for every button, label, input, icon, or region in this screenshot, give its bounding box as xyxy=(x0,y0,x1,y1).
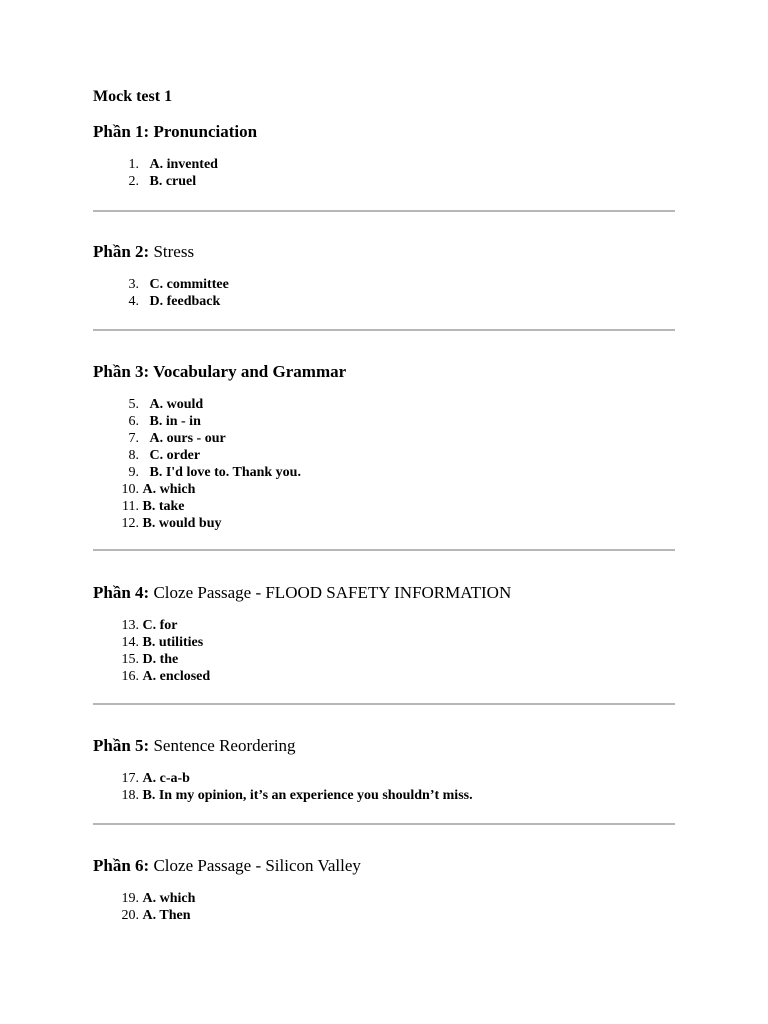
section-heading: Cloze Passage - Silicon Valley xyxy=(149,856,361,875)
section-number: Phần 3: xyxy=(93,362,150,381)
section-heading: Vocabulary and Grammar xyxy=(149,362,347,381)
section-cloze-silicon-valley xyxy=(93,856,675,924)
answer-number: 15. xyxy=(121,652,139,667)
answer-number: 19. xyxy=(121,891,139,906)
section-title xyxy=(93,736,675,756)
section-heading: Sentence Reordering xyxy=(149,736,296,755)
answer-number: 10. xyxy=(121,482,139,497)
answer-item xyxy=(93,413,675,430)
section-divider xyxy=(93,329,675,331)
section-stress xyxy=(93,242,675,310)
section-heading: Stress xyxy=(149,242,195,261)
answer-item xyxy=(93,890,675,907)
answer-number: 5. xyxy=(128,397,139,412)
answer-text: B. in - in xyxy=(149,414,201,429)
section-divider xyxy=(93,549,675,551)
answer-text: C. for xyxy=(142,618,178,633)
section-divider xyxy=(93,703,675,705)
section-divider xyxy=(93,823,675,825)
section-heading: Cloze Passage - FLOOD SAFETY INFORMATION xyxy=(149,583,512,602)
answer-text: D. the xyxy=(142,652,179,667)
answer-item xyxy=(93,770,675,787)
answer-item xyxy=(93,464,675,481)
answer-text: C. committee xyxy=(149,277,229,292)
answer-item xyxy=(93,787,675,804)
section-title xyxy=(93,242,675,262)
answer-text: A. enclosed xyxy=(142,669,211,684)
answer-item xyxy=(93,668,675,685)
answer-number: 11. xyxy=(122,499,139,514)
answer-text: A. which xyxy=(142,482,196,497)
section-vocabulary-grammar xyxy=(93,362,675,532)
answer-number: 17. xyxy=(121,771,139,786)
answer-number: 6. xyxy=(128,414,139,429)
answer-text: A. c-a-b xyxy=(142,771,190,786)
answer-text: B. take xyxy=(142,499,185,514)
section-sentence-reordering xyxy=(93,736,675,804)
answer-item xyxy=(93,430,675,447)
answer-list xyxy=(93,617,675,685)
answer-list xyxy=(93,276,675,310)
section-title xyxy=(93,856,675,876)
answer-text: C. order xyxy=(149,448,201,463)
answer-item xyxy=(93,634,675,651)
answer-number: 13. xyxy=(121,618,139,633)
answer-list xyxy=(93,770,675,804)
answer-text: B. In my opinion, it’s an experience you shouldn’t miss. xyxy=(142,788,473,803)
answer-item xyxy=(93,447,675,464)
answer-list xyxy=(93,890,675,924)
section-number: Phần 5: xyxy=(93,736,150,755)
answer-item xyxy=(93,617,675,634)
section-title xyxy=(93,122,675,142)
section-heading: Pronunciation xyxy=(149,122,258,141)
answer-number: 1. xyxy=(128,157,139,172)
answer-item xyxy=(93,651,675,668)
answer-item xyxy=(93,515,675,532)
answer-number: 14. xyxy=(121,635,139,650)
answer-item xyxy=(93,293,675,310)
answer-text: A. Then xyxy=(142,908,191,923)
answer-list xyxy=(93,156,675,190)
answer-item xyxy=(93,498,675,515)
section-divider xyxy=(93,210,675,212)
section-number: Phần 6: xyxy=(93,856,150,875)
section-cloze-flood xyxy=(93,583,675,685)
document-title: Mock test 1 xyxy=(93,88,173,105)
answer-item xyxy=(93,907,675,924)
answer-text: D. feedback xyxy=(149,294,221,309)
answer-number: 7. xyxy=(128,431,139,446)
answer-number: 20. xyxy=(121,908,139,923)
answer-number: 2. xyxy=(128,174,139,189)
answer-number: 4. xyxy=(128,294,139,309)
answer-number: 8. xyxy=(128,448,139,463)
section-pronunciation xyxy=(93,122,675,190)
answer-text: B. would buy xyxy=(142,516,222,531)
answer-number: 18. xyxy=(121,788,139,803)
answer-item xyxy=(93,396,675,413)
answer-number: 16. xyxy=(121,669,139,684)
section-number: Phần 4: xyxy=(93,583,150,602)
section-number: Phần 1: xyxy=(93,122,150,141)
answer-text: B. I'd love to. Thank you. xyxy=(149,465,301,480)
section-title xyxy=(93,583,675,603)
section-number: Phần 2: xyxy=(93,242,150,261)
section-title xyxy=(93,362,675,382)
answer-item xyxy=(93,481,675,498)
answer-item xyxy=(93,276,675,293)
answer-item xyxy=(93,173,675,190)
answer-text: A. would xyxy=(149,397,204,412)
answer-item xyxy=(93,156,675,173)
answer-text: A. which xyxy=(142,891,196,906)
answer-text: A. invented xyxy=(149,157,218,172)
answer-text: A. ours - our xyxy=(149,431,226,446)
answer-number: 12. xyxy=(121,516,139,531)
answer-number: 3. xyxy=(128,277,139,292)
answer-text: B. cruel xyxy=(149,174,197,189)
answer-list xyxy=(93,396,675,532)
answer-number: 9. xyxy=(128,465,139,480)
answer-text: B. utilities xyxy=(142,635,204,650)
